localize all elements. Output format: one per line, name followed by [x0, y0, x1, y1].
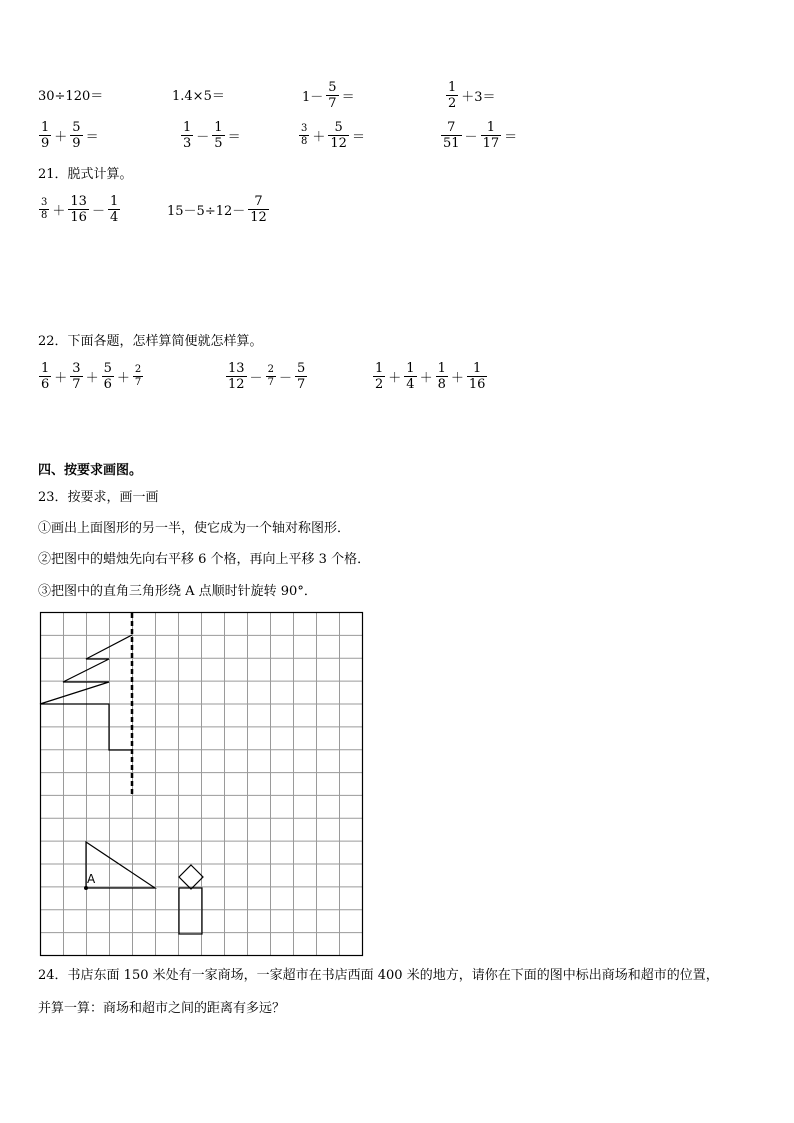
q21-title: 21．脱式计算。 [38, 167, 133, 182]
q20-expr-6: $\frac{1}{3}$ － $\frac{1}{5}$ ＝ [183, 120, 241, 151]
q22-expr-3: $\frac{1}{2}$ ＋ $\frac{1}{4}$ ＋ $\frac{1}{8}$ ＋ $\frac{1}{16}$ [375, 361, 486, 392]
drawing-grid [38, 610, 366, 958]
q24-line-2: 并算一算：商场和超市之间的距离有多远？ [38, 1001, 286, 1016]
q20-expr-5: $\frac{1}{9}$ ＋ $\frac{5}{9}$ ＝ [41, 120, 99, 151]
q21-expr-1: $\frac{3}{8}$ ＋ $\frac{13}{16}$ － $\frac{1}{4}$ [41, 194, 119, 225]
right-triangle [86, 842, 155, 888]
section-4-title: 四、按要求画图。 [38, 463, 143, 478]
point-a [84, 886, 88, 890]
q20-expr-4: $\frac{1}{2}$ ＋3＝ [448, 80, 496, 111]
q20-expr-7: $\frac{3}{8}$ ＋ $\frac{5}{12}$ ＝ [301, 120, 365, 151]
candle-flame [179, 865, 203, 889]
q23-item-3: ③把图中的直角三角形绕 A 点顺时针旋转 90°． [38, 584, 317, 599]
q20-expr-1: 30÷120＝ [38, 89, 104, 104]
candle-body [179, 888, 202, 934]
q20-expr-3: 1－ $\frac{5}{7}$ ＝ [302, 80, 355, 111]
q22-expr-1: $\frac{1}{6}$ ＋ $\frac{3}{7}$ ＋ $\frac{5}{6}$ ＋ $\frac{2}{7}$ [41, 361, 142, 392]
q20-expr-2: 1.4×5＝ [172, 89, 225, 104]
q21-expr-2: 15－5÷12－ $\frac{7}{12}$ [167, 194, 267, 225]
q20-expr-8: $\frac{7}{51}$ － $\frac{1}{17}$ ＝ [443, 120, 518, 151]
point-a-label: A [87, 872, 96, 886]
q23-item-1: ①画出上面图形的另一半，使它成为一个轴对称图形． [38, 521, 351, 536]
q23-item-2: ②把图中的蜡烛先向右平移 6 个格，再向上平移 3 个格． [38, 552, 371, 567]
q23-title: 23．按要求，画一画 [38, 490, 159, 505]
q22-expr-2: $\frac{13}{12}$ － $\frac{2}{7}$ － $\frac{5}{7}$ [228, 361, 306, 392]
q24-line-1: 24．书店东面 150 米处有一家商场，一家超市在书店西面 400 米的地方，请你在下面的图中标出商场和超市的位置， [38, 968, 719, 983]
q22-title: 22．下面各题，怎样算简便就怎样算。 [38, 334, 263, 349]
